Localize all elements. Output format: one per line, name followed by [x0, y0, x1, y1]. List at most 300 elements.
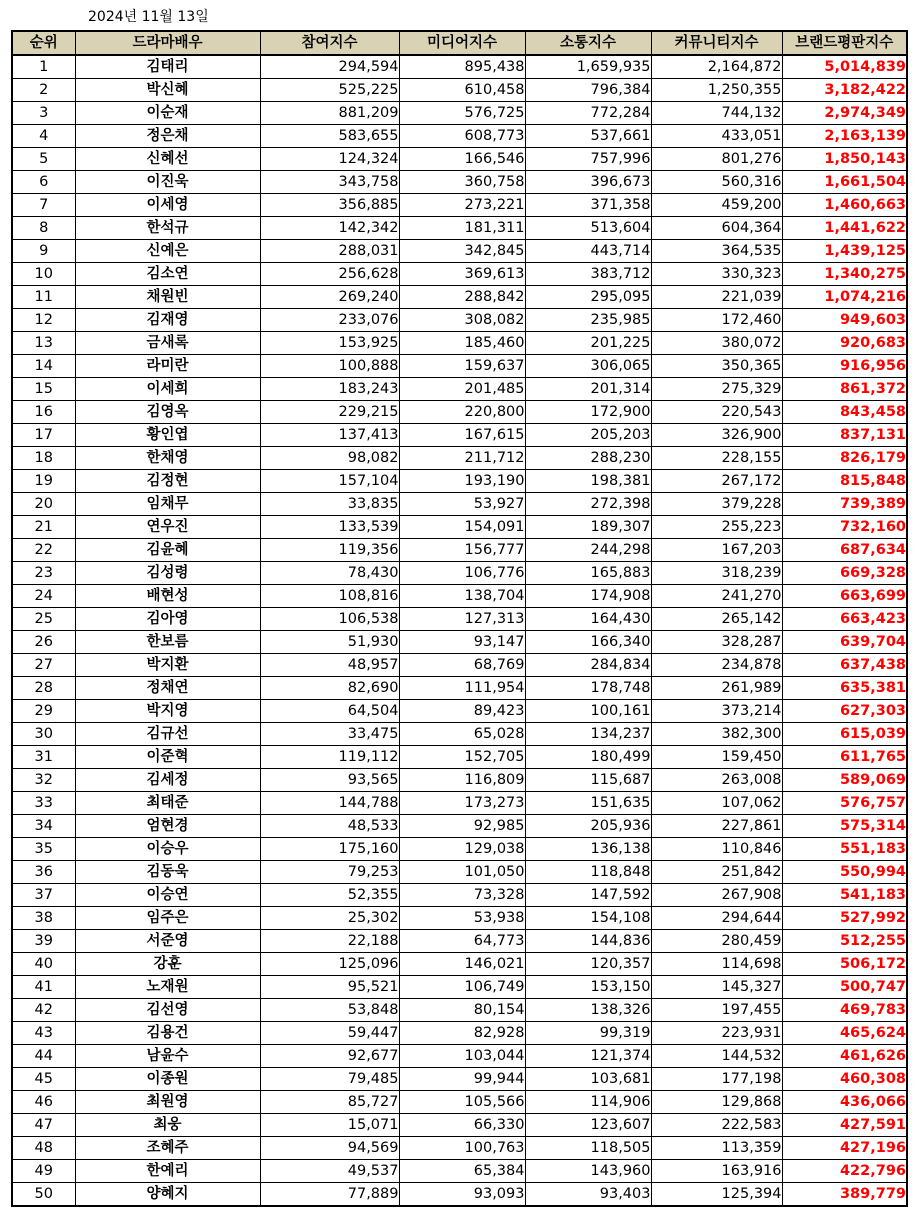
communication-cell: 123,607 — [525, 1114, 651, 1137]
actor-name-cell: 박지영 — [75, 700, 260, 723]
rank-cell: 27 — [12, 654, 75, 677]
participation-cell: 25,302 — [260, 907, 399, 930]
communication-cell: 143,960 — [525, 1160, 651, 1183]
brand-reputation-cell: 861,372 — [782, 378, 907, 401]
media-cell: 73,328 — [399, 884, 525, 907]
community-cell: 251,842 — [651, 861, 782, 884]
participation-cell: 269,240 — [260, 286, 399, 309]
participation-cell: 22,188 — [260, 930, 399, 953]
rank-cell: 30 — [12, 723, 75, 746]
communication-cell: 100,161 — [525, 700, 651, 723]
table-row — [12, 930, 907, 953]
rank-cell: 38 — [12, 907, 75, 930]
rank-cell: 15 — [12, 378, 75, 401]
actor-name-cell: 박신혜 — [75, 79, 260, 102]
participation-cell: 77,889 — [260, 1183, 399, 1207]
media-cell: 129,038 — [399, 838, 525, 861]
media-cell: 103,044 — [399, 1045, 525, 1068]
media-cell: 342,845 — [399, 240, 525, 263]
rank-cell: 41 — [12, 976, 75, 999]
communication-cell: 244,298 — [525, 539, 651, 562]
brand-reputation-table — [11, 30, 908, 1207]
actor-name-cell: 박지환 — [75, 654, 260, 677]
community-cell: 1,250,355 — [651, 79, 782, 102]
media-cell: 111,954 — [399, 677, 525, 700]
participation-cell: 142,342 — [260, 217, 399, 240]
brand-reputation-cell: 1,074,216 — [782, 286, 907, 309]
participation-cell: 183,243 — [260, 378, 399, 401]
community-cell: 265,142 — [651, 608, 782, 631]
table-row — [12, 976, 907, 999]
community-cell: 228,155 — [651, 447, 782, 470]
communication-cell: 99,319 — [525, 1022, 651, 1045]
brand-reputation-cell: 949,603 — [782, 309, 907, 332]
rank-cell: 7 — [12, 194, 75, 217]
media-cell: 65,028 — [399, 723, 525, 746]
participation-cell: 119,112 — [260, 746, 399, 769]
actor-name-cell: 라미란 — [75, 355, 260, 378]
media-cell: 159,637 — [399, 355, 525, 378]
communication-cell: 757,996 — [525, 148, 651, 171]
participation-cell: 108,816 — [260, 585, 399, 608]
actor-name-cell: 이승연 — [75, 884, 260, 907]
participation-cell: 233,076 — [260, 309, 399, 332]
rank-cell: 34 — [12, 815, 75, 838]
media-cell: 369,613 — [399, 263, 525, 286]
communication-cell: 513,604 — [525, 217, 651, 240]
brand-reputation-cell: 663,423 — [782, 608, 907, 631]
participation-cell: 48,533 — [260, 815, 399, 838]
rank-cell: 48 — [12, 1137, 75, 1160]
community-cell: 222,583 — [651, 1114, 782, 1137]
table-row — [12, 838, 907, 861]
rank-cell: 42 — [12, 999, 75, 1022]
rank-cell: 8 — [12, 217, 75, 240]
participation-cell: 33,835 — [260, 493, 399, 516]
communication-cell: 178,748 — [525, 677, 651, 700]
actor-name-cell: 김성령 — [75, 562, 260, 585]
community-cell: 328,287 — [651, 631, 782, 654]
communication-cell: 153,150 — [525, 976, 651, 999]
actor-name-cell: 김용건 — [75, 1022, 260, 1045]
actor-name-cell: 김소연 — [75, 263, 260, 286]
community-cell: 267,172 — [651, 470, 782, 493]
communication-cell: 201,225 — [525, 332, 651, 355]
actor-name-cell: 이순재 — [75, 102, 260, 125]
media-cell: 156,777 — [399, 539, 525, 562]
media-cell: 106,749 — [399, 976, 525, 999]
actor-name-cell: 임채무 — [75, 493, 260, 516]
communication-cell: 295,095 — [525, 286, 651, 309]
column-header-media: 미디어지수 — [399, 31, 525, 55]
media-cell: 89,423 — [399, 700, 525, 723]
brand-reputation-cell: 527,992 — [782, 907, 907, 930]
table-row — [12, 424, 907, 447]
participation-cell: 51,930 — [260, 631, 399, 654]
brand-reputation-cell: 427,591 — [782, 1114, 907, 1137]
actor-name-cell: 이승우 — [75, 838, 260, 861]
rank-cell: 29 — [12, 700, 75, 723]
communication-cell: 198,381 — [525, 470, 651, 493]
brand-reputation-cell: 663,699 — [782, 585, 907, 608]
brand-reputation-cell: 627,303 — [782, 700, 907, 723]
participation-cell: 53,848 — [260, 999, 399, 1022]
community-cell: 159,450 — [651, 746, 782, 769]
rank-cell: 3 — [12, 102, 75, 125]
brand-reputation-cell: 575,314 — [782, 815, 907, 838]
brand-reputation-cell: 1,439,125 — [782, 240, 907, 263]
participation-cell: 288,031 — [260, 240, 399, 263]
table-row — [12, 1091, 907, 1114]
rank-cell: 18 — [12, 447, 75, 470]
table-row — [12, 171, 907, 194]
actor-name-cell: 서준영 — [75, 930, 260, 953]
communication-cell: 396,673 — [525, 171, 651, 194]
table-row — [12, 585, 907, 608]
participation-cell: 100,888 — [260, 355, 399, 378]
participation-cell: 33,475 — [260, 723, 399, 746]
participation-cell: 881,209 — [260, 102, 399, 125]
media-cell: 100,763 — [399, 1137, 525, 1160]
communication-cell: 121,374 — [525, 1045, 651, 1068]
rank-cell: 14 — [12, 355, 75, 378]
table-row — [12, 884, 907, 907]
table-row — [12, 470, 907, 493]
communication-cell: 154,108 — [525, 907, 651, 930]
participation-cell: 525,225 — [260, 79, 399, 102]
communication-cell: 383,712 — [525, 263, 651, 286]
table-row — [12, 608, 907, 631]
actor-name-cell: 강훈 — [75, 953, 260, 976]
participation-cell: 157,104 — [260, 470, 399, 493]
communication-cell: 288,230 — [525, 447, 651, 470]
participation-cell: 256,628 — [260, 263, 399, 286]
communication-cell: 115,687 — [525, 769, 651, 792]
community-cell: 145,327 — [651, 976, 782, 999]
communication-cell: 138,326 — [525, 999, 651, 1022]
table-row — [12, 999, 907, 1022]
media-cell: 127,313 — [399, 608, 525, 631]
brand-reputation-cell: 815,848 — [782, 470, 907, 493]
actor-name-cell: 김아영 — [75, 608, 260, 631]
table-row — [12, 125, 907, 148]
rank-cell: 6 — [12, 171, 75, 194]
community-cell: 241,270 — [651, 585, 782, 608]
communication-cell: 93,403 — [525, 1183, 651, 1207]
table-row — [12, 378, 907, 401]
media-cell: 220,800 — [399, 401, 525, 424]
community-cell: 129,868 — [651, 1091, 782, 1114]
rank-cell: 20 — [12, 493, 75, 516]
rank-cell: 31 — [12, 746, 75, 769]
community-cell: 280,459 — [651, 930, 782, 953]
actor-name-cell: 금새록 — [75, 332, 260, 355]
media-cell: 173,273 — [399, 792, 525, 815]
community-cell: 177,198 — [651, 1068, 782, 1091]
table-row — [12, 148, 907, 171]
brand-reputation-cell: 551,183 — [782, 838, 907, 861]
participation-cell: 95,521 — [260, 976, 399, 999]
media-cell: 106,776 — [399, 562, 525, 585]
communication-cell: 103,681 — [525, 1068, 651, 1091]
rank-cell: 1 — [12, 55, 75, 79]
media-cell: 273,221 — [399, 194, 525, 217]
communication-cell: 164,430 — [525, 608, 651, 631]
table-row — [12, 1114, 907, 1137]
actor-name-cell: 이세희 — [75, 378, 260, 401]
rank-cell: 19 — [12, 470, 75, 493]
participation-cell: 94,569 — [260, 1137, 399, 1160]
participation-cell: 15,071 — [260, 1114, 399, 1137]
brand-reputation-cell: 739,389 — [782, 493, 907, 516]
table-row — [12, 286, 907, 309]
rank-cell: 23 — [12, 562, 75, 585]
brand-reputation-cell: 512,255 — [782, 930, 907, 953]
brand-reputation-cell: 1,850,143 — [782, 148, 907, 171]
rank-cell: 43 — [12, 1022, 75, 1045]
actor-name-cell: 김태리 — [75, 55, 260, 79]
communication-cell: 201,314 — [525, 378, 651, 401]
table-row — [12, 769, 907, 792]
rank-cell: 26 — [12, 631, 75, 654]
rank-cell: 12 — [12, 309, 75, 332]
community-cell: 220,543 — [651, 401, 782, 424]
participation-cell: 119,356 — [260, 539, 399, 562]
actor-name-cell: 최웅 — [75, 1114, 260, 1137]
table-row — [12, 815, 907, 838]
media-cell: 308,082 — [399, 309, 525, 332]
media-cell: 66,330 — [399, 1114, 525, 1137]
media-cell: 80,154 — [399, 999, 525, 1022]
brand-reputation-cell: 635,381 — [782, 677, 907, 700]
rank-cell: 36 — [12, 861, 75, 884]
community-cell: 2,164,872 — [651, 55, 782, 79]
actor-name-cell: 이준혁 — [75, 746, 260, 769]
participation-cell: 175,160 — [260, 838, 399, 861]
media-cell: 93,093 — [399, 1183, 525, 1207]
brand-reputation-cell: 422,796 — [782, 1160, 907, 1183]
media-cell: 53,927 — [399, 493, 525, 516]
participation-cell: 125,096 — [260, 953, 399, 976]
participation-cell: 356,885 — [260, 194, 399, 217]
rank-cell: 24 — [12, 585, 75, 608]
brand-reputation-cell: 500,747 — [782, 976, 907, 999]
media-cell: 167,615 — [399, 424, 525, 447]
communication-cell: 114,906 — [525, 1091, 651, 1114]
community-cell: 459,200 — [651, 194, 782, 217]
media-cell: 211,712 — [399, 447, 525, 470]
participation-cell: 133,539 — [260, 516, 399, 539]
brand-reputation-cell: 436,066 — [782, 1091, 907, 1114]
brand-reputation-cell: 461,626 — [782, 1045, 907, 1068]
rank-cell: 21 — [12, 516, 75, 539]
participation-cell: 137,413 — [260, 424, 399, 447]
rank-cell: 44 — [12, 1045, 75, 1068]
media-cell: 64,773 — [399, 930, 525, 953]
participation-cell: 124,324 — [260, 148, 399, 171]
media-cell: 610,458 — [399, 79, 525, 102]
table-row — [12, 562, 907, 585]
brand-reputation-cell: 2,163,139 — [782, 125, 907, 148]
communication-cell: 205,936 — [525, 815, 651, 838]
brand-reputation-cell: 1,661,504 — [782, 171, 907, 194]
actor-name-cell: 임주은 — [75, 907, 260, 930]
brand-reputation-cell: 639,704 — [782, 631, 907, 654]
actor-name-cell: 최원영 — [75, 1091, 260, 1114]
column-header-brand-reputation: 브랜드평판지수 — [782, 31, 907, 55]
media-cell: 185,460 — [399, 332, 525, 355]
rank-cell: 46 — [12, 1091, 75, 1114]
rank-cell: 2 — [12, 79, 75, 102]
table-row — [12, 332, 907, 355]
rank-cell: 16 — [12, 401, 75, 424]
table-row — [12, 861, 907, 884]
brand-reputation-cell: 826,179 — [782, 447, 907, 470]
communication-cell: 144,836 — [525, 930, 651, 953]
rank-cell: 39 — [12, 930, 75, 953]
community-cell: 744,132 — [651, 102, 782, 125]
rank-cell: 49 — [12, 1160, 75, 1183]
community-cell: 326,900 — [651, 424, 782, 447]
participation-cell: 59,447 — [260, 1022, 399, 1045]
header-row — [12, 31, 907, 55]
table-row — [12, 539, 907, 562]
community-cell: 110,846 — [651, 838, 782, 861]
actor-name-cell: 김세정 — [75, 769, 260, 792]
brand-reputation-cell: 541,183 — [782, 884, 907, 907]
rank-cell: 11 — [12, 286, 75, 309]
brand-reputation-cell: 576,757 — [782, 792, 907, 815]
column-header-actor: 드라마배우 — [75, 31, 260, 55]
community-cell: 382,300 — [651, 723, 782, 746]
table-row — [12, 792, 907, 815]
actor-name-cell: 김재영 — [75, 309, 260, 332]
rank-cell: 32 — [12, 769, 75, 792]
community-cell: 263,008 — [651, 769, 782, 792]
community-cell: 113,359 — [651, 1137, 782, 1160]
report-date: 2024년 11월 13일 — [88, 9, 209, 25]
participation-cell: 229,215 — [260, 401, 399, 424]
media-cell: 193,190 — [399, 470, 525, 493]
community-cell: 107,062 — [651, 792, 782, 815]
brand-reputation-cell: 460,308 — [782, 1068, 907, 1091]
communication-cell: 443,714 — [525, 240, 651, 263]
community-cell: 318,239 — [651, 562, 782, 585]
rank-cell: 45 — [12, 1068, 75, 1091]
communication-cell: 284,834 — [525, 654, 651, 677]
rank-cell: 4 — [12, 125, 75, 148]
table-row — [12, 194, 907, 217]
brand-reputation-cell: 920,683 — [782, 332, 907, 355]
communication-cell: 371,358 — [525, 194, 651, 217]
table-row — [12, 217, 907, 240]
community-cell: 379,228 — [651, 493, 782, 516]
table-row — [12, 677, 907, 700]
media-cell: 181,311 — [399, 217, 525, 240]
actor-name-cell: 이종원 — [75, 1068, 260, 1091]
participation-cell: 82,690 — [260, 677, 399, 700]
brand-reputation-cell: 3,182,422 — [782, 79, 907, 102]
participation-cell: 106,538 — [260, 608, 399, 631]
table-row — [12, 1137, 907, 1160]
table-row — [12, 401, 907, 424]
actor-name-cell: 정채연 — [75, 677, 260, 700]
brand-reputation-cell: 843,458 — [782, 401, 907, 424]
participation-cell: 52,355 — [260, 884, 399, 907]
actor-name-cell: 이세영 — [75, 194, 260, 217]
table-row — [12, 516, 907, 539]
actor-name-cell: 배현성 — [75, 585, 260, 608]
table-row — [12, 263, 907, 286]
communication-cell: 165,883 — [525, 562, 651, 585]
table-row — [12, 55, 907, 79]
table-row — [12, 1022, 907, 1045]
community-cell: 294,644 — [651, 907, 782, 930]
community-cell: 261,989 — [651, 677, 782, 700]
media-cell: 201,485 — [399, 378, 525, 401]
actor-name-cell: 한채영 — [75, 447, 260, 470]
community-cell: 167,203 — [651, 539, 782, 562]
brand-reputation-cell: 5,014,839 — [782, 55, 907, 79]
actor-name-cell: 엄현경 — [75, 815, 260, 838]
rank-cell: 5 — [12, 148, 75, 171]
participation-cell: 85,727 — [260, 1091, 399, 1114]
table-row — [12, 953, 907, 976]
table-body — [12, 55, 907, 1206]
rank-cell: 10 — [12, 263, 75, 286]
communication-cell: 118,848 — [525, 861, 651, 884]
participation-cell: 79,253 — [260, 861, 399, 884]
actor-name-cell: 채원빈 — [75, 286, 260, 309]
brand-reputation-cell: 550,994 — [782, 861, 907, 884]
participation-cell: 64,504 — [260, 700, 399, 723]
table-row — [12, 631, 907, 654]
rank-cell: 33 — [12, 792, 75, 815]
communication-cell: 174,908 — [525, 585, 651, 608]
participation-cell: 92,677 — [260, 1045, 399, 1068]
community-cell: 163,916 — [651, 1160, 782, 1183]
table-row — [12, 79, 907, 102]
actor-name-cell: 한보름 — [75, 631, 260, 654]
community-cell: 560,316 — [651, 171, 782, 194]
brand-reputation-cell: 427,196 — [782, 1137, 907, 1160]
table-row — [12, 723, 907, 746]
communication-cell: 118,505 — [525, 1137, 651, 1160]
rank-cell: 50 — [12, 1183, 75, 1207]
communication-cell: 172,900 — [525, 401, 651, 424]
rank-cell: 28 — [12, 677, 75, 700]
community-cell: 114,698 — [651, 953, 782, 976]
communication-cell: 189,307 — [525, 516, 651, 539]
table-row — [12, 654, 907, 677]
media-cell: 360,758 — [399, 171, 525, 194]
media-cell: 99,944 — [399, 1068, 525, 1091]
brand-reputation-cell: 669,328 — [782, 562, 907, 585]
community-cell: 267,908 — [651, 884, 782, 907]
communication-cell: 272,398 — [525, 493, 651, 516]
media-cell: 138,704 — [399, 585, 525, 608]
media-cell: 152,705 — [399, 746, 525, 769]
rank-cell: 13 — [12, 332, 75, 355]
brand-reputation-cell: 506,172 — [782, 953, 907, 976]
media-cell: 166,546 — [399, 148, 525, 171]
community-cell: 330,323 — [651, 263, 782, 286]
community-cell: 221,039 — [651, 286, 782, 309]
column-header-participation: 참여지수 — [260, 31, 399, 55]
media-cell: 105,566 — [399, 1091, 525, 1114]
community-cell: 801,276 — [651, 148, 782, 171]
media-cell: 608,773 — [399, 125, 525, 148]
